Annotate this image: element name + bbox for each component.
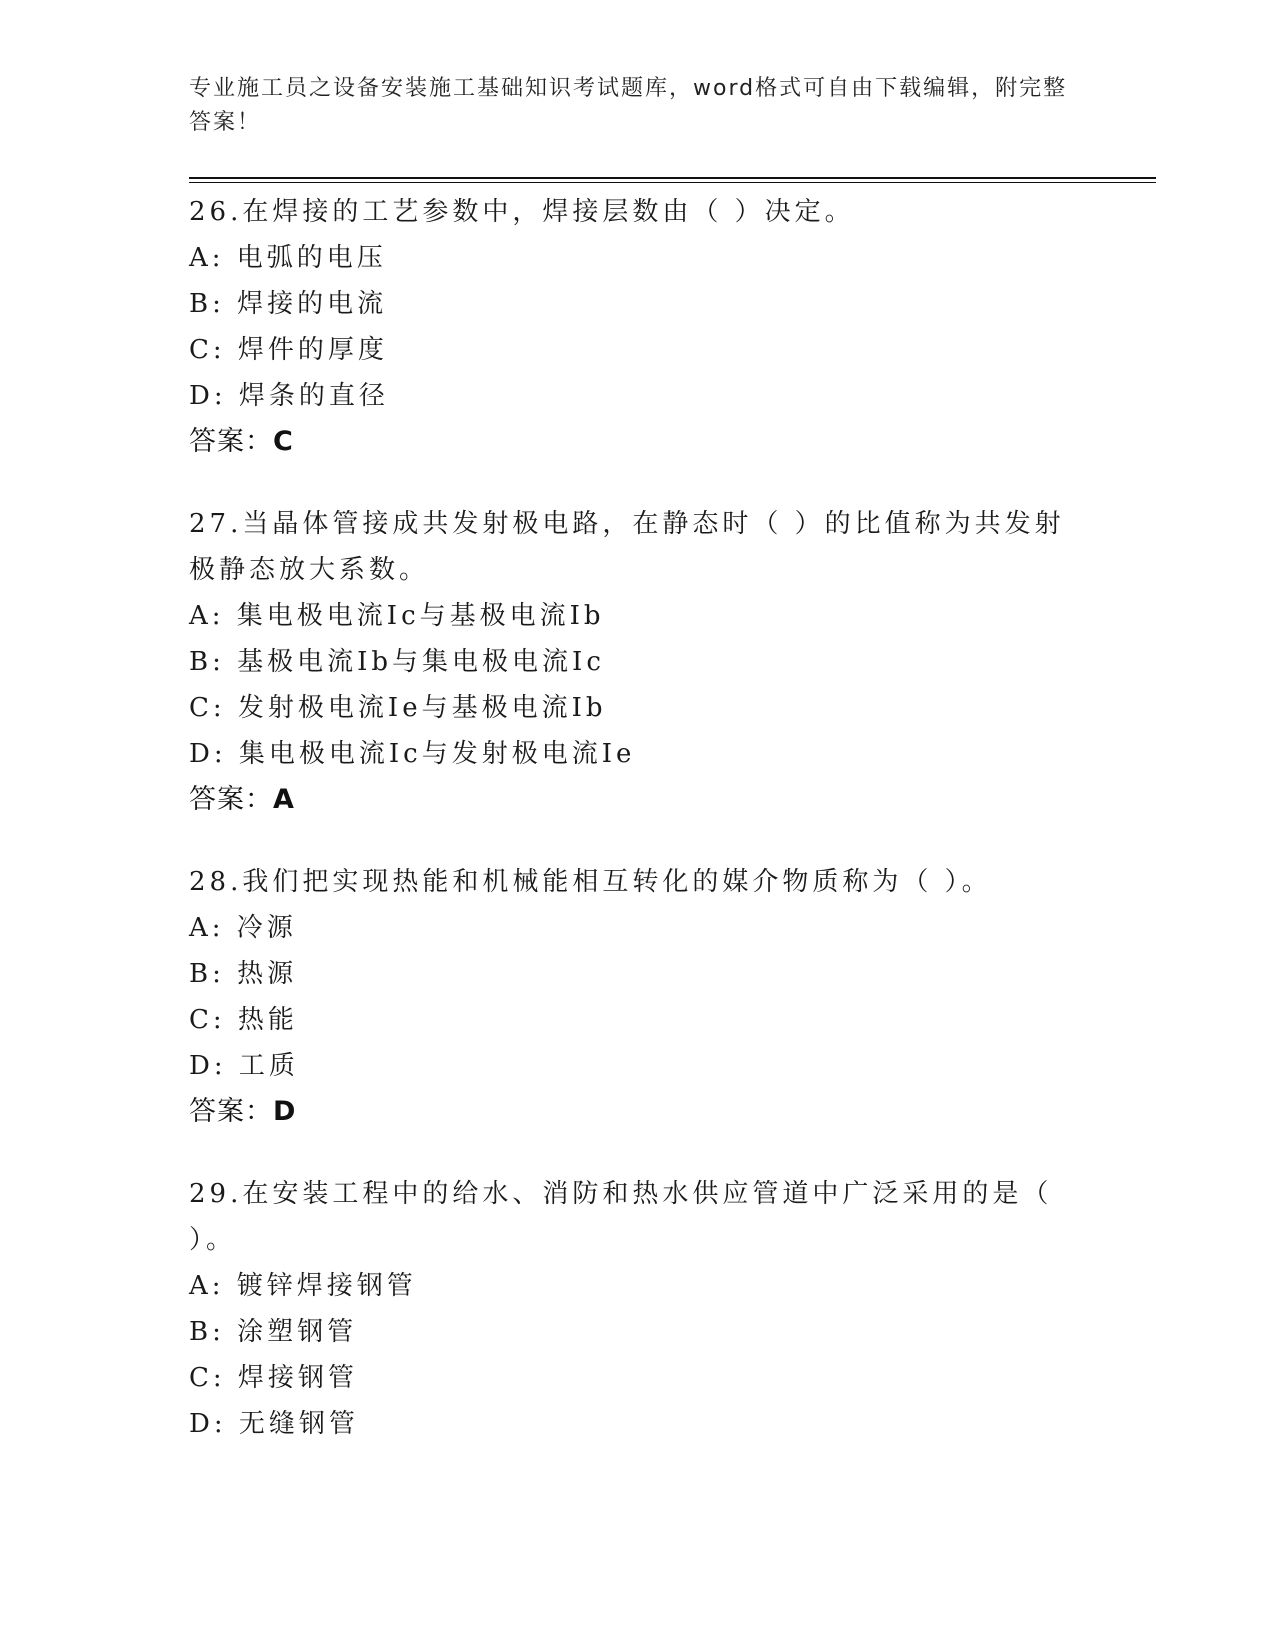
option-b: B: 基极电流Ib与集电极电流Ic: [189, 647, 605, 677]
option-d: D: 集电极电流Ic与发射极电流Ie: [189, 739, 636, 769]
question-stem: 27.当晶体管接成共发射极电路，在静态时（ ）的比值称为共发射极静态放大系数。: [189, 509, 1065, 585]
question-stem: 26.在焊接的工艺参数中，焊接层数由（ ）决定。: [189, 197, 855, 227]
answer-label: 答案：: [189, 784, 273, 815]
answer: [189, 777, 1089, 823]
option-a: A: 镀锌焊接钢管: [189, 1271, 417, 1301]
answer-label: 答案：: [189, 426, 273, 457]
question-29: [189, 1171, 1089, 1447]
answer: [189, 1089, 1089, 1135]
answer-value: D: [273, 1096, 297, 1127]
answer-value: C: [273, 426, 294, 457]
question-27: [189, 501, 1089, 823]
option-c: C: 焊件的厚度: [189, 335, 388, 365]
option-a: A: 冷源: [189, 913, 297, 943]
question-list: [189, 189, 1089, 1483]
question-stem: 28.我们把实现热能和机械能相互转化的媒介物质称为（ ）。: [189, 867, 992, 897]
option-d: D: 无缝钢管: [189, 1409, 359, 1439]
option-c: C: 发射极电流Ie与基极电流Ib: [189, 693, 607, 723]
option-a: A: 电弧的电压: [189, 243, 387, 273]
question-28: [189, 859, 1089, 1135]
question-26: [189, 189, 1089, 465]
header-divider-thin: [189, 182, 1156, 183]
header-divider-thick: [189, 177, 1156, 179]
option-c: C: 焊接钢管: [189, 1363, 358, 1393]
option-d: D: 焊条的直径: [189, 381, 389, 411]
option-d: D: 工质: [189, 1051, 299, 1081]
answer-label: 答案：: [189, 1096, 273, 1127]
question-stem: 29.在安装工程中的给水、消防和热水供应管道中广泛采用的是（ ）。: [189, 1179, 1053, 1255]
option-b: B: 热源: [189, 959, 298, 989]
answer-value: A: [273, 784, 295, 815]
option-c: C: 热能: [189, 1005, 298, 1035]
option-b: B: 涂塑钢管: [189, 1317, 358, 1347]
option-a: A: 集电极电流Ic与基极电流Ib: [189, 601, 605, 631]
answer: [189, 419, 1089, 465]
document-header: 专业施工员之设备安装施工基础知识考试题库，word格式可自由下载编辑，附完整答案！: [189, 76, 1068, 135]
option-b: B: 焊接的电流: [189, 289, 388, 319]
